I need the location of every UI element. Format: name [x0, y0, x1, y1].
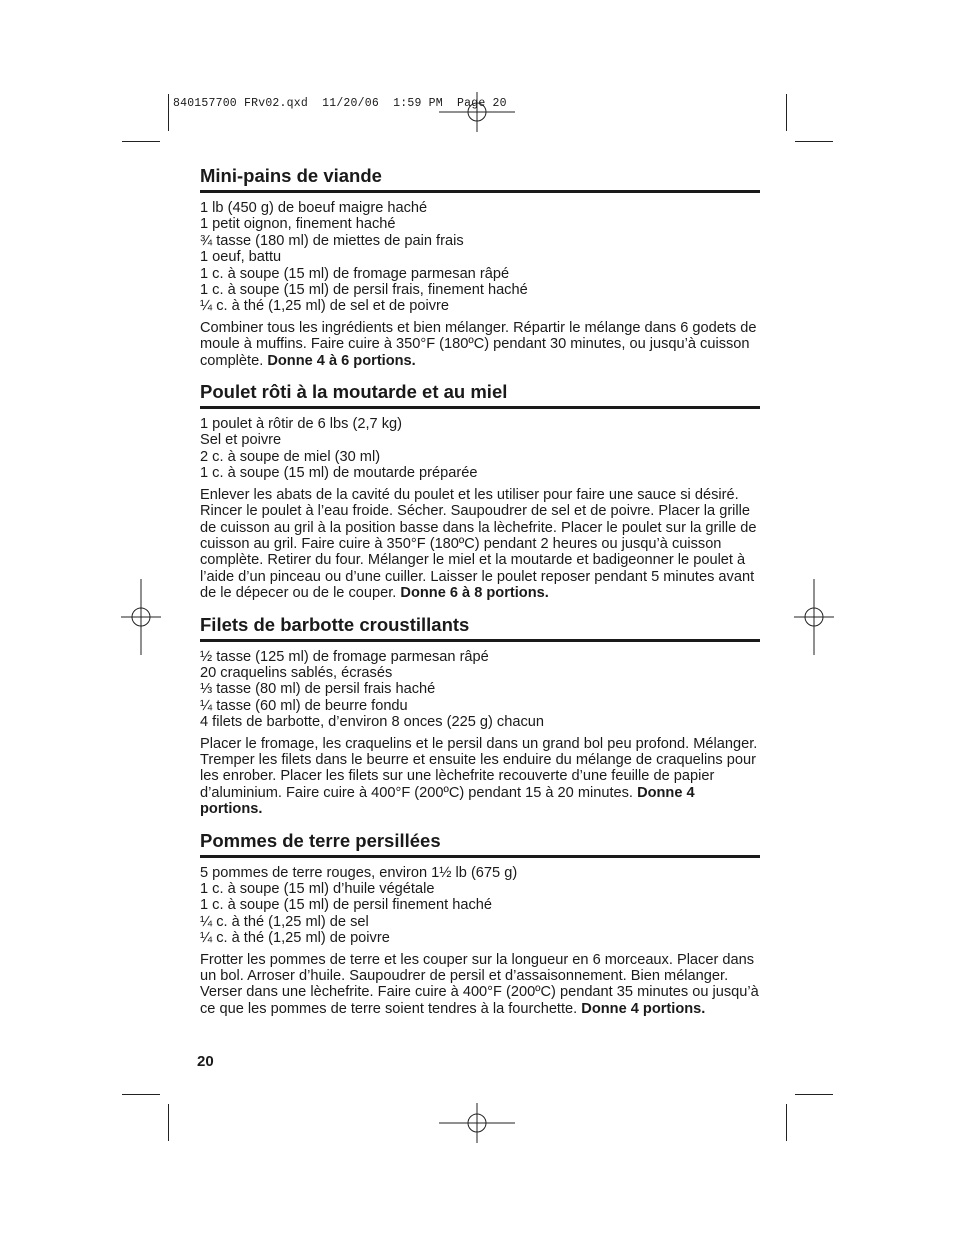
recipe-title: Pommes de terre persillées	[200, 830, 760, 858]
instructions-text: Frotter les pommes de terre et les couper sur la longueur en 6 morceaux. Placer dans un bol. Arroser d’huile. Saupoudrer de persil et d’assaisonnement. Bien mélanger. Verser dans une lèchefrite. Faire cuire à 400°F (200ºC) pendant 35 minutes ou jusqu’à ce que les pommes de terre soient tendres à la fourchette.	[200, 951, 759, 1017]
instructions-text: Placer le fromage, les craquelins et le persil dans un grand bol peu profond. Mélanger. Tremper les filets dans le beurre et ensuite les enduire du mélange de craquelins pour les enrober. Placer les filets sur une lèchefrite recouverte d’une feuille de papier d’aluminium. Faire cuire à 400°F (200ºC) pendant 15 à 20 minutes.	[200, 735, 758, 801]
ingredient-item: Sel et poivre	[200, 432, 282, 449]
crop-mark-bottom-right-horizontal	[795, 1094, 833, 1095]
page-number: 20	[197, 1053, 214, 1070]
ingredient-item: ¾ tasse (180 ml) de miettes de pain frais	[200, 232, 464, 249]
recipe-title: Mini-pains de viande	[200, 165, 760, 193]
ingredient-list	[200, 865, 760, 947]
ingredient-item: ⅓ tasse (80 ml) de persil frais haché	[200, 681, 436, 698]
ingredient-item: ¼ c. à thé (1,25 ml) de sel et de poivre	[200, 298, 450, 315]
registration-mark-bottom-icon	[439, 1085, 515, 1161]
ingredient-item: 1 petit oignon, finement haché	[200, 216, 396, 233]
recipe-instructions	[200, 952, 760, 1018]
ingredient-item: 1 c. à soupe (15 ml) de moutarde préparée	[200, 465, 478, 482]
crop-mark-bottom-left-vertical	[168, 1104, 169, 1141]
ingredient-item: 1 c. à soupe (15 ml) de persil frais, finement haché	[200, 282, 528, 299]
recipe-mini-pains-de-viande	[200, 165, 760, 369]
ingredient-list	[200, 200, 760, 315]
recipe-title: Poulet rôti à la moutarde et au miel	[200, 381, 760, 409]
crop-mark-top-left-horizontal	[122, 141, 160, 142]
ingredient-item: 1 c. à soupe (15 ml) de persil finement haché	[200, 897, 493, 914]
recipe-poulet-roti	[200, 381, 760, 601]
recipe-instructions	[200, 320, 760, 369]
recipes-content	[200, 165, 760, 1029]
ingredient-item: 1 c. à soupe (15 ml) d’huile végétale	[200, 881, 435, 897]
ingredient-item: 1 c. à soupe (15 ml) de fromage parmesan râpé	[200, 265, 510, 282]
recipe-yield: Donne 6 à 8 portions.	[400, 585, 549, 602]
ingredient-item: ¼ c. à thé (1,25 ml) de sel	[200, 913, 369, 930]
ingredient-item: ¼ c. à thé (1,25 ml) de poivre	[200, 930, 390, 947]
crop-mark-top-left-vertical	[168, 94, 169, 131]
crop-mark-bottom-left-horizontal	[122, 1094, 160, 1095]
ingredient-item: 1 lb (450 g) de boeuf maigre haché	[200, 200, 428, 216]
ingredient-item: ½ tasse (125 ml) de fromage parmesan râpé	[200, 648, 489, 665]
recipe-instructions	[200, 487, 760, 602]
recipe-pommes-de-terre-persillees	[200, 830, 760, 1018]
recipe-title: Filets de barbotte croustillants	[200, 614, 760, 642]
crop-mark-bottom-right-vertical	[786, 1104, 787, 1141]
ingredient-list	[200, 416, 760, 482]
recipe-instructions	[200, 736, 760, 818]
ingredient-item: ¼ tasse (60 ml) de beurre fondu	[200, 697, 408, 714]
recipe-yield: Donne 4 portions.	[200, 784, 695, 818]
registration-mark-left-icon	[103, 579, 179, 655]
registration-mark-top-icon	[439, 74, 515, 150]
instructions-text: Combiner tous les ingrédients et bien mélanger. Répartir le mélange dans 6 godets de moule à muffins. Faire cuire à 350°F (180ºC) pendant 30 minutes, ou jusqu’à cuisson complète.	[200, 319, 757, 369]
recipe-filets-de-barbotte	[200, 614, 760, 818]
ingredient-list	[200, 649, 760, 731]
ingredient-item: 20 craquelins sablés, écrasés	[200, 664, 393, 681]
ingredient-item: 5 pommes de terre rouges, environ 1½ lb (675 g)	[200, 864, 518, 881]
recipe-yield: Donne 4 portions.	[581, 1000, 706, 1017]
crop-mark-top-right-horizontal	[795, 141, 833, 142]
registration-mark-right-icon	[776, 579, 852, 655]
crop-mark-top-right-vertical	[786, 94, 787, 131]
ingredient-item: 2 c. à soupe de miel (30 ml)	[200, 448, 381, 465]
ingredient-item: 1 oeuf, battu	[200, 249, 282, 266]
instructions-text: Enlever les abats de la cavité du poulet et les utiliser pour faire une sauce si désiré. Rincer le poulet à l’eau froide. Sécher. Saupoudrer de sel et de poivre. Placer la grille de cuisson au gril à la position basse dans la lèchefrite. Placer le poulet sur la grille de cuisson au gril. Faire cuire à 350°F (180ºC) pendant 2 heures ou jusqu’à cuisson complète. Retirer du four. Mélanger le miel et la moutarde et badigeonner le poulet à l’aide d’un pinceau ou d’une cuiller. Laisser le poulet reposer pendant 5 minutes avant de le dépecer ou de le couper.	[200, 486, 757, 602]
ingredient-item: 4 filets de barbotte, d’environ 8 onces (225 g) chacun	[200, 714, 544, 731]
ingredient-item: 1 poulet à rôtir de 6 lbs (2,7 kg)	[200, 416, 402, 433]
printer-slug: 840157700 FRv02.qxd 11/20/06 1:59 PM Page 20	[173, 97, 507, 110]
recipe-yield: Donne 4 à 6 portions.	[267, 352, 416, 369]
